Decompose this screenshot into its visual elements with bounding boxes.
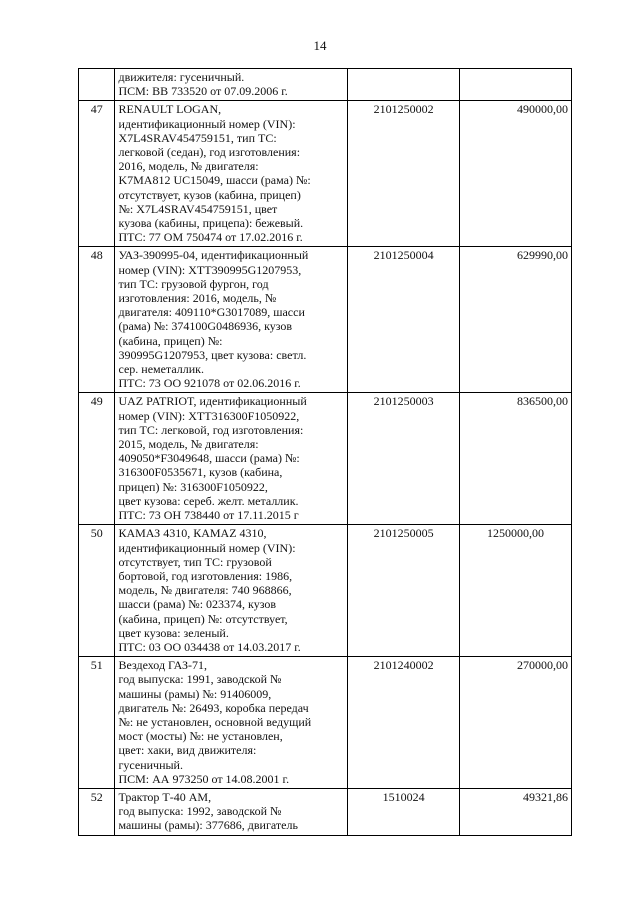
cost-value: 1250000,00 <box>460 525 572 657</box>
table-row <box>79 525 572 657</box>
table-row <box>79 247 572 393</box>
vehicle-description: движителя: гусеничный. ПСМ: ВВ 733520 от 07.09.2006 г. <box>115 69 347 101</box>
table-row <box>79 657 572 789</box>
page-number: 14 <box>313 38 327 53</box>
cost-value: 49321,86 <box>460 788 572 835</box>
vehicle-description: КАМАЗ 4310, КАМАZ 4310, идентификационный номер (VIN): отсутствует, тип ТС: грузовой бортовой, год изготовления: 1986, модель, № двигателя: 740 968866, шасси (рама) №: 023374, кузов (кабина, прицеп) №: отсутствует, цвет кузова: зеленый. ПТС: 03 ОО 034438 от 14.03.2017 г. <box>115 525 347 657</box>
cost-value: 836500,00 <box>460 393 572 525</box>
inventory-code: 2101250003 <box>347 393 460 525</box>
vehicle-description: UAZ PATRIOT, идентификационный номер (VIN): XTT316300F1050922, тип ТС: легковой, год изготовления: 2015, модель, № двигателя: 409050*F3049648, шасси (рама) №: 316300F0535671, кузов (кабина, прицеп) №: 316300F1050922, цвет кузова: сереб. желт. металлик. ПТС: 73 ОН 738440 от 17.11.2015 г <box>115 393 347 525</box>
row-number: 52 <box>79 788 115 835</box>
vehicle-registry-table <box>78 68 572 836</box>
inventory-code: 2101250002 <box>347 101 460 247</box>
vehicle-description: Вездеход ГАЗ-71, год выпуска: 1991, заводской № машины (рамы) №: 91406009, двигатель №: 26493, коробка передач №: не установлен, основной ведущий мост (мосты) №: не установлен, цвет: хаки, вид движителя: гусеничный. ПСМ: АА 973250 от 14.08.2001 г. <box>115 657 347 789</box>
cost-value: 629990,00 <box>460 247 572 393</box>
row-number: 51 <box>79 657 115 789</box>
table-row <box>79 788 572 835</box>
table-row <box>79 69 572 101</box>
vehicle-description: RENAULT LOGAN, идентификационный номер (VIN): X7L4SRAV454759151, тип ТС: легковой (седан), год изготовления: 2016, модель, № двигателя: K7MA812 UC15049, шасси (рама) №: отсутствует, кузов (кабина, прицеп) №: X7L4SRAV454759151, цвет кузова (кабины, прицепа): бежевый. ПТС: 77 ОМ 750474 от 17.02.2016 г. <box>115 101 347 247</box>
inventory-code: 2101240002 <box>347 657 460 789</box>
row-number <box>79 69 115 101</box>
inventory-code: 2101250005 <box>347 525 460 657</box>
cost-value <box>460 69 572 101</box>
row-number: 49 <box>79 393 115 525</box>
inventory-code <box>347 69 460 101</box>
row-number: 47 <box>79 101 115 247</box>
inventory-code: 2101250004 <box>347 247 460 393</box>
table-row <box>79 393 572 525</box>
vehicle-description: УАЗ-390995-04, идентификационный номер (VIN): ХТТ390995G1207953, тип ТС: грузовой фургон, год изготовления: 2016, модель, № двигателя: 409110*G3017089, шасси (рама) №: 374100G0486936, кузов (кабина, прицеп) №: 390995G1207953, цвет кузова: светл. сер. неметаллик. ПТС: 73 ОО 921078 от 02.06.2016 г. <box>115 247 347 393</box>
vehicle-description: Трактор Т-40 АМ, год выпуска: 1992, заводской № машины (рамы): 377686, двигатель <box>115 788 347 835</box>
table-row <box>79 101 572 247</box>
cost-value: 490000,00 <box>460 101 572 247</box>
inventory-code: 1510024 <box>347 788 460 835</box>
row-number: 48 <box>79 247 115 393</box>
row-number: 50 <box>79 525 115 657</box>
cost-value: 270000,00 <box>460 657 572 789</box>
